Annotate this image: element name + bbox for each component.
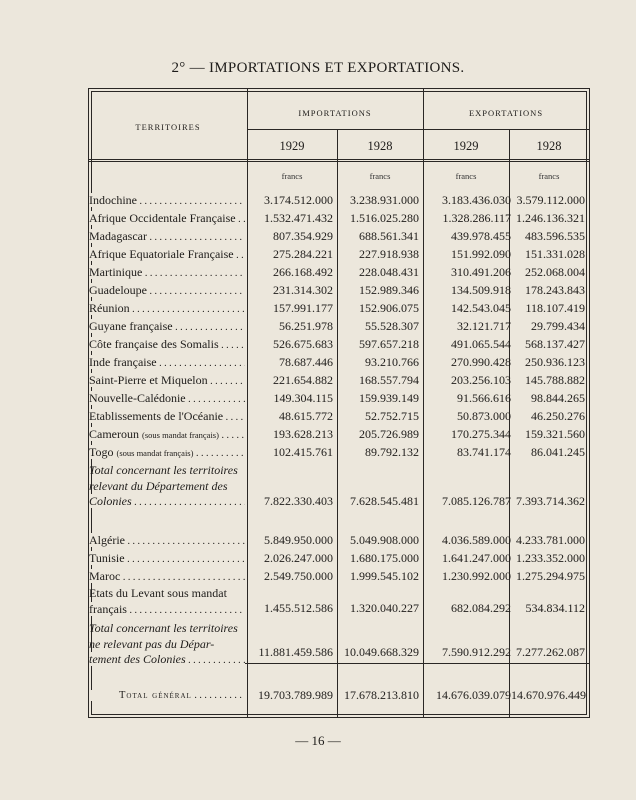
cell-import-1929: 807.354.929: [273, 229, 333, 243]
row-label: Maroc . . .: [89, 569, 245, 584]
levant-label: Etats du Levant sous mandat français . . .: [89, 586, 245, 618]
unit-label: francs: [281, 171, 303, 181]
cell-import-1928: 10.049.668.329: [344, 645, 419, 659]
cell-import-1928: 1.320.040.227: [350, 601, 419, 615]
row-label: Côte française des Somalis . . .: [89, 337, 245, 352]
cell-export-1929: 91.566.616: [457, 391, 511, 405]
cell-export-1928: 1.233.352.000: [516, 551, 585, 565]
cell-export-1929: 1.230.992.000: [442, 569, 511, 583]
cell-export-1928: 118.107.419: [525, 301, 585, 315]
header-importations: IMPORTATIONS: [298, 108, 372, 118]
cell-export-1928: 178.243.843: [525, 283, 585, 297]
column-divider: [337, 129, 338, 717]
cell-export-1928: 86.041.245: [531, 445, 585, 459]
cell-export-1928: 14.670.976.449: [511, 688, 586, 702]
cell-import-1928: 55.528.307: [365, 319, 419, 333]
cell-export-1928: 1.246.136.321: [516, 211, 585, 225]
page-title: 2° — IMPORTATIONS ET EXPORTATIONS.: [171, 60, 465, 76]
row-label: Afrique Equatoriale Française . . .: [89, 247, 245, 262]
data-table: [88, 88, 590, 718]
header-territoires: TERRITOIRES: [135, 122, 201, 132]
cell-import-1929: 78.687.446: [279, 355, 333, 369]
cell-export-1928: 98.844.265: [531, 391, 585, 405]
cell-export-1928: 252.068.004: [525, 265, 585, 279]
row-label: Madagascar . . .: [89, 229, 245, 244]
cell-import-1929: 2.549.750.000: [264, 569, 333, 583]
cell-import-1929: 149.304.115: [273, 391, 333, 405]
cell-import-1929: 11.881.459.586: [258, 645, 333, 659]
total-general-label: Total général . . .: [89, 690, 245, 701]
unit-label: francs: [538, 171, 560, 181]
cell-import-1929: 266.168.492: [273, 265, 333, 279]
cell-export-1929: 14.676.039.079: [436, 688, 511, 702]
cell-import-1929: 526.675.683: [273, 337, 333, 351]
cell-export-1929: 1.641.247.000: [442, 551, 511, 565]
row-label: Nouvelle-Calédonie . . .: [89, 391, 245, 406]
cell-export-1928: 46.250.276: [531, 409, 585, 423]
cell-import-1929: 48.615.772: [279, 409, 333, 423]
cell-import-1928: 7.628.545.481: [350, 494, 419, 508]
cell-export-1929: 7.085.126.787: [442, 494, 511, 508]
header-exportations: EXPORTATIONS: [468, 108, 544, 118]
cell-export-1928: 1.275.294.975: [516, 569, 585, 583]
row-label: Afrique Occidentale Française . . .: [89, 211, 245, 226]
cell-export-1929: 4.036.589.000: [442, 533, 511, 547]
cell-import-1929: 56.251.978: [279, 319, 333, 333]
row-label: Togo (sous mandat français) . . .: [89, 445, 245, 460]
cell-export-1928: 159.321.560: [525, 427, 585, 441]
cell-export-1929: 310.491.206: [451, 265, 511, 279]
cell-import-1929: 221.654.882: [273, 373, 333, 387]
row-label: Cameroun (sous mandat français) . . .: [89, 427, 245, 442]
cell-import-1928: 17.678.213.810: [344, 688, 419, 702]
cell-import-1929: 19.703.789.989: [258, 688, 333, 702]
row-label: Algérie . . .: [89, 533, 245, 548]
cell-import-1928: 3.238.931.000: [350, 193, 419, 207]
year-export-1929: 1929: [453, 139, 479, 153]
cell-import-1928: 168.557.794: [359, 373, 419, 387]
subtotal-departement-label: Total concernant les territoires relevant du Département des Colonies . . .: [89, 463, 245, 511]
cell-export-1929: 142.543.045: [451, 301, 511, 315]
cell-export-1929: 50.873.000: [457, 409, 511, 423]
cell-export-1928: 534.834.112: [525, 601, 585, 615]
cell-import-1929: 1.532.471.432: [264, 211, 333, 225]
cell-import-1929: 1.455.512.586: [264, 601, 333, 615]
cell-import-1929: 157.991.177: [273, 301, 333, 315]
cell-export-1928: 151.331.028: [525, 247, 585, 261]
cell-export-1929: 7.590.912.292: [442, 645, 511, 659]
cell-import-1928: 89.792.132: [365, 445, 419, 459]
year-import-1928: 1928: [367, 139, 393, 153]
row-label: Inde française . . .: [89, 355, 245, 370]
cell-import-1928: 1.999.545.102: [350, 569, 419, 583]
cell-import-1928: 152.906.075: [359, 301, 419, 315]
cell-import-1928: 228.048.431: [359, 265, 419, 279]
cell-import-1928: 1.680.175.000: [350, 551, 419, 565]
cell-import-1929: 231.314.302: [273, 283, 333, 297]
cell-export-1929: 134.509.918: [451, 283, 511, 297]
cell-export-1928: 568.137.427: [525, 337, 585, 351]
cell-import-1929: 102.415.761: [273, 445, 333, 459]
year-export-1928: 1928: [536, 139, 562, 153]
row-label: Martinique . . .: [89, 265, 245, 280]
page-number: — 16 —: [295, 733, 341, 748]
cell-export-1928: 7.393.714.362: [516, 494, 585, 508]
cell-export-1928: 7.277.262.087: [516, 645, 585, 659]
cell-import-1929: 5.849.950.000: [264, 533, 333, 547]
cell-import-1929: 3.174.512.000: [264, 193, 333, 207]
cell-import-1928: 152.989.346: [359, 283, 419, 297]
cell-export-1929: 270.990.428: [451, 355, 511, 369]
column-divider: [423, 89, 424, 717]
cell-export-1928: 483.596.535: [525, 229, 585, 243]
cell-import-1928: 597.657.218: [359, 337, 419, 351]
subtotal-non-departement-label: Total concernant les territoires ne relevant pas du Dépar- tement des Colonies . . .: [89, 621, 245, 669]
cell-export-1928: 145.788.882: [525, 373, 585, 387]
row-label: Guadeloupe . . .: [89, 283, 245, 298]
row-label: Tunisie . . .: [89, 551, 245, 566]
row-label: Guyane française . . .: [89, 319, 245, 334]
unit-label: francs: [455, 171, 477, 181]
cell-export-1929: 1.328.286.117: [442, 211, 511, 225]
cell-import-1928: 52.752.715: [365, 409, 419, 423]
cell-import-1928: 205.726.989: [359, 427, 419, 441]
cell-import-1929: 193.628.213: [273, 427, 333, 441]
cell-import-1928: 227.918.938: [359, 247, 419, 261]
cell-export-1929: 170.275.344: [451, 427, 511, 441]
cell-export-1929: 83.741.174: [457, 445, 511, 459]
row-label: Indochine . . .: [89, 193, 245, 208]
cell-export-1928: 3.579.112.000: [516, 193, 585, 207]
cell-export-1928: 4.233.781.000: [516, 533, 585, 547]
row-label: Réunion . . .: [89, 301, 245, 316]
cell-import-1929: 275.284.221: [273, 247, 333, 261]
header-bottom-rule-double: [89, 161, 589, 162]
cell-import-1928: 1.516.025.280: [350, 211, 419, 225]
cell-export-1928: 250.936.123: [525, 355, 585, 369]
header-divider: [247, 129, 589, 130]
cell-import-1929: 7.822.330.403: [264, 494, 333, 508]
cell-export-1929: 682.084.292: [451, 601, 511, 615]
header-bottom-rule: [89, 159, 589, 160]
cell-export-1929: 3.183.436.030: [442, 193, 511, 207]
cell-import-1928: 688.561.341: [359, 229, 419, 243]
cell-import-1928: 159.939.149: [359, 391, 419, 405]
cell-export-1929: 491.065.544: [451, 337, 511, 351]
row-label: Saint-Pierre et Miquelon . . .: [89, 373, 245, 388]
year-import-1929: 1929: [279, 139, 305, 153]
cell-export-1929: 203.256.103: [451, 373, 511, 387]
cell-import-1928: 93.210.766: [365, 355, 419, 369]
cell-export-1929: 439.978.455: [451, 229, 511, 243]
unit-label: francs: [369, 171, 391, 181]
row-label: Etablissements de l'Océanie . . .: [89, 409, 245, 424]
cell-import-1928: 5.049.908.000: [350, 533, 419, 547]
cell-import-1929: 2.026.247.000: [264, 551, 333, 565]
cell-export-1928: 29.799.434: [531, 319, 585, 333]
cell-export-1929: 32.121.717: [457, 319, 511, 333]
cell-export-1929: 151.992.090: [451, 247, 511, 261]
